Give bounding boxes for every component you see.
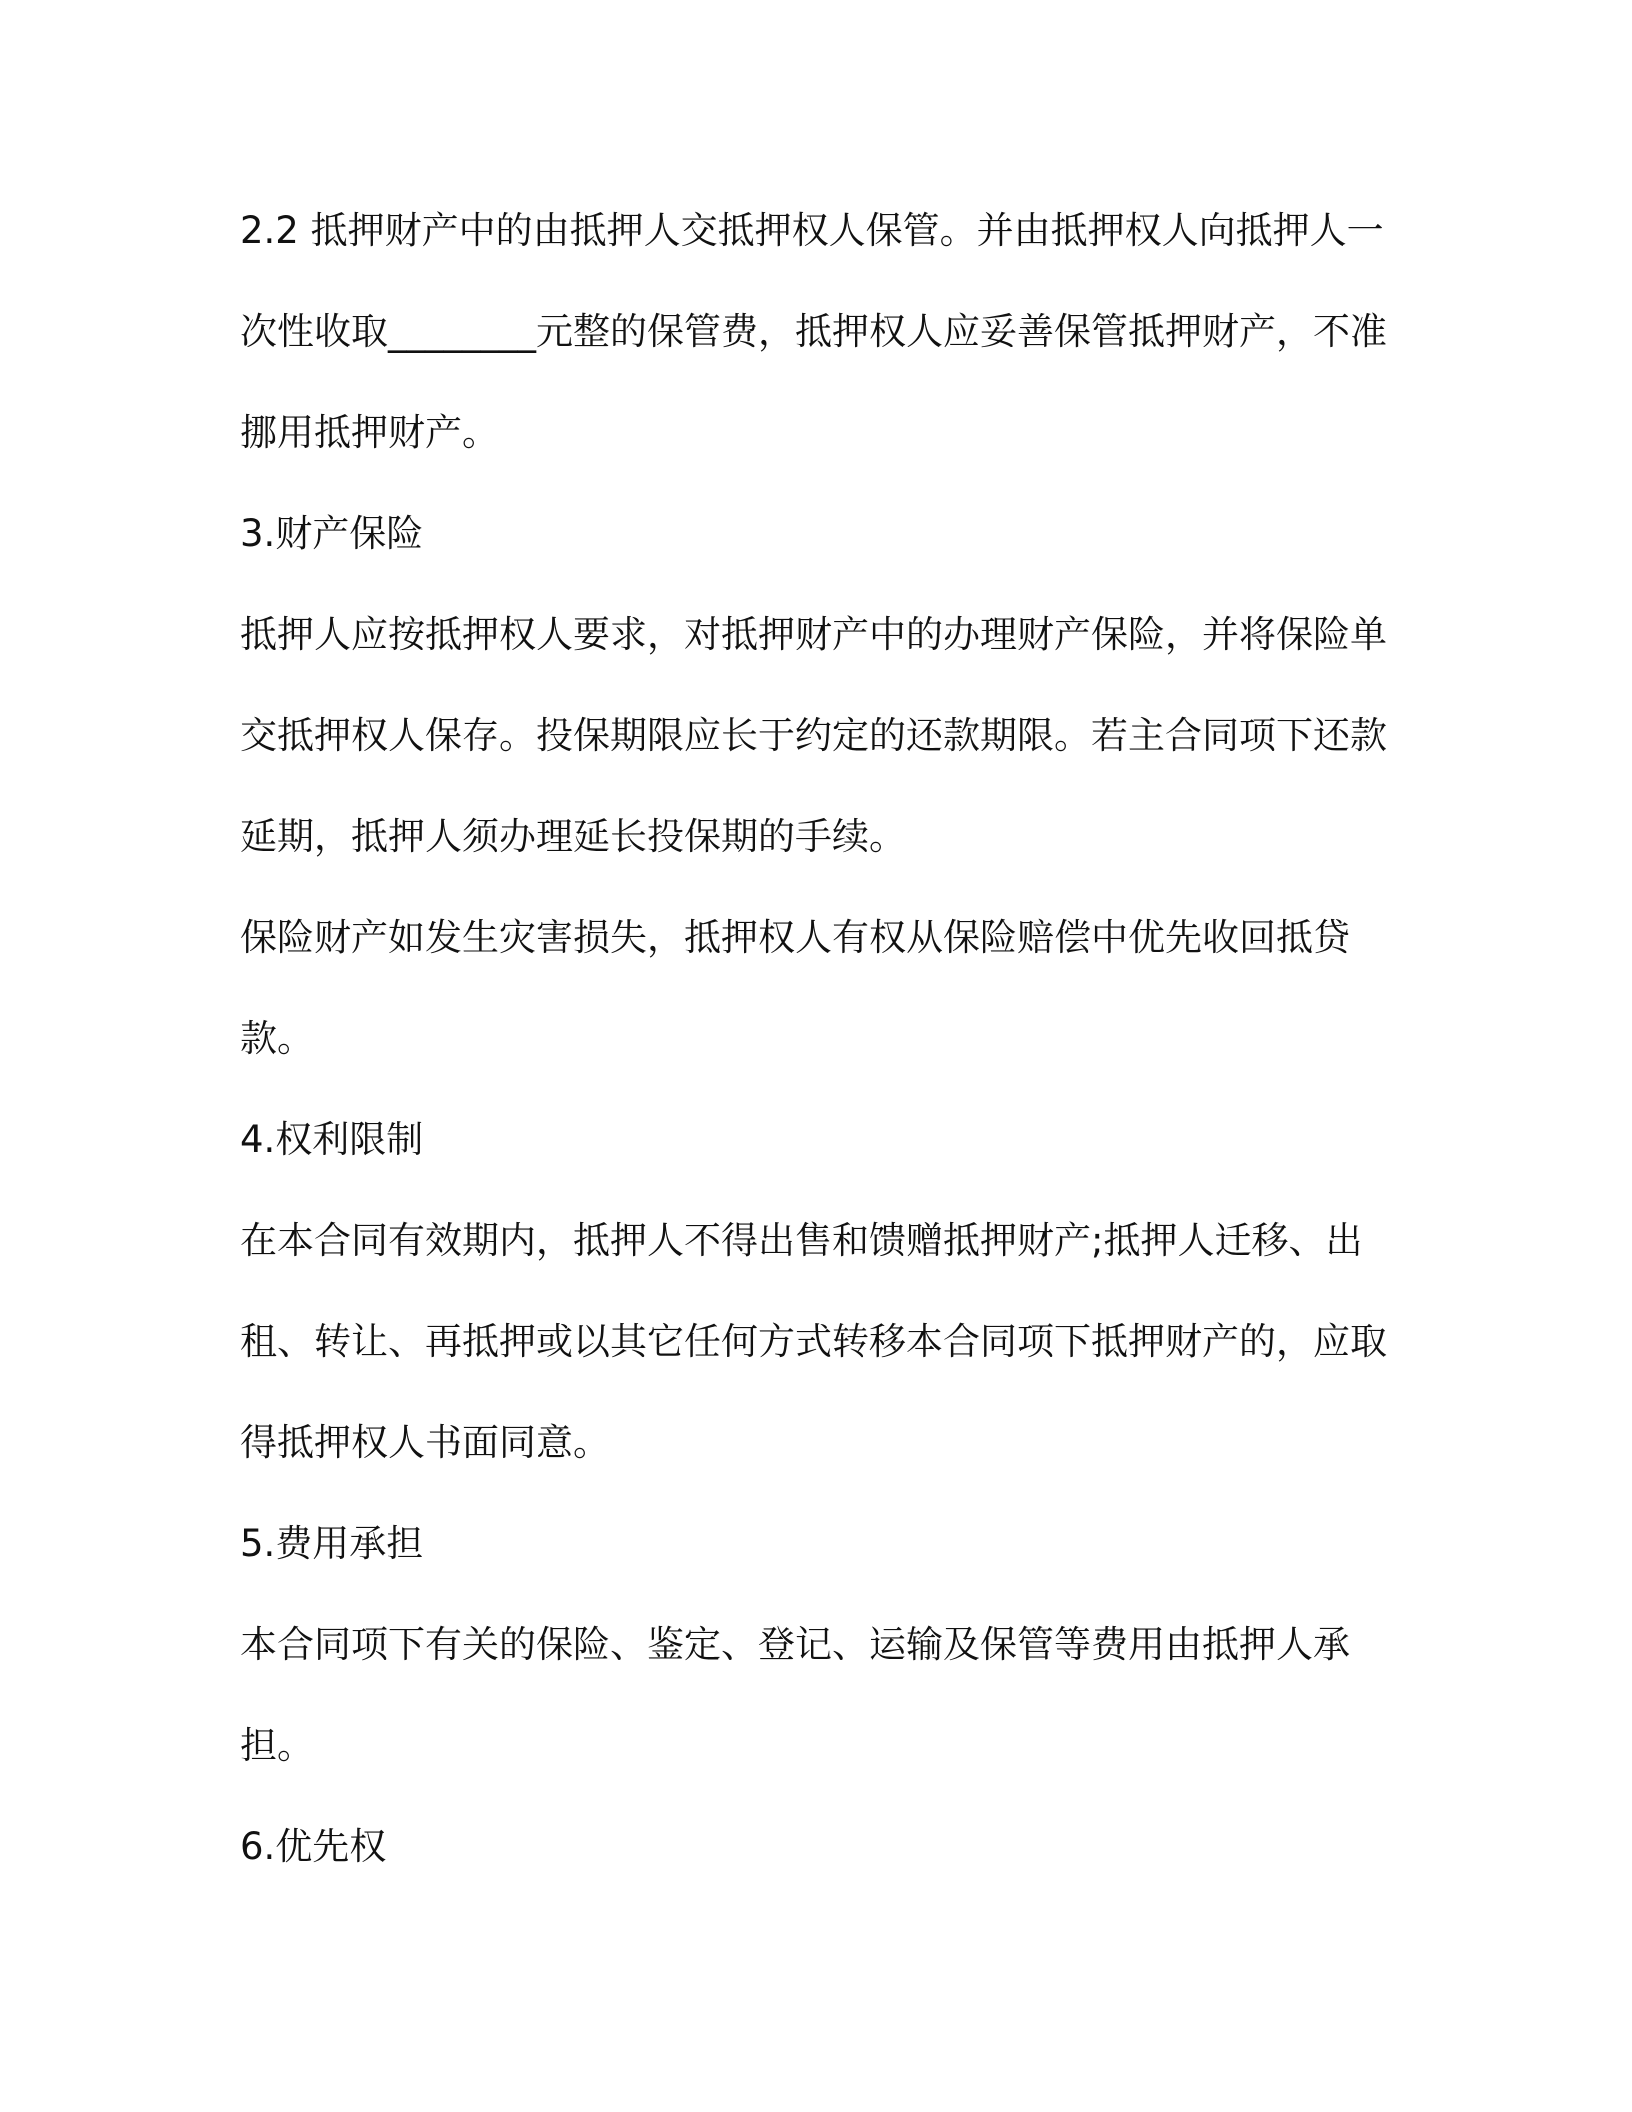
section-heading-cost-bearing: 5.费用承担 [240,1522,424,1565]
paragraph-rights-restriction: 在本合同有效期内，抵押人不得出售和馈赠抵押财产;抵押人迁移、出租、转让、再抵押或以其它任何方式转移本合同项下抵押财产的，应取得抵押权人书面同意。 [240,1219,1387,1464]
paragraph-custody-fee: 2.2 抵押财产中的由抵押人交抵押权人保管。并由抵押权人向抵押人一次性收取________元整的保管费，抵押权人应妥善保管抵押财产，不准挪用抵押财产。 [240,209,1387,454]
paragraph-cost-bearing: 本合同项下有关的保险、鉴定、登记、运输及保管等费用由抵押人承担。 [240,1623,1350,1767]
section-heading-property-insurance: 3.财产保险 [240,512,424,555]
paragraph-insurance-compensation: 保险财产如发生灾害损失，抵押权人有权从保险赔偿中优先收回抵贷款。 [240,916,1350,1060]
document-body [240,180,1400,1897]
section-heading-rights-restriction: 4.权利限制 [240,1118,424,1161]
section-heading-priority: 6.优先权 [240,1825,387,1868]
paragraph-insurance-requirement: 抵押人应按抵押权人要求，对抵押财产中的办理财产保险，并将保险单交抵押权人保存。投保期限应长于约定的还款期限。若主合同项下还款延期，抵押人须办理延长投保期的手续。 [240,613,1387,858]
